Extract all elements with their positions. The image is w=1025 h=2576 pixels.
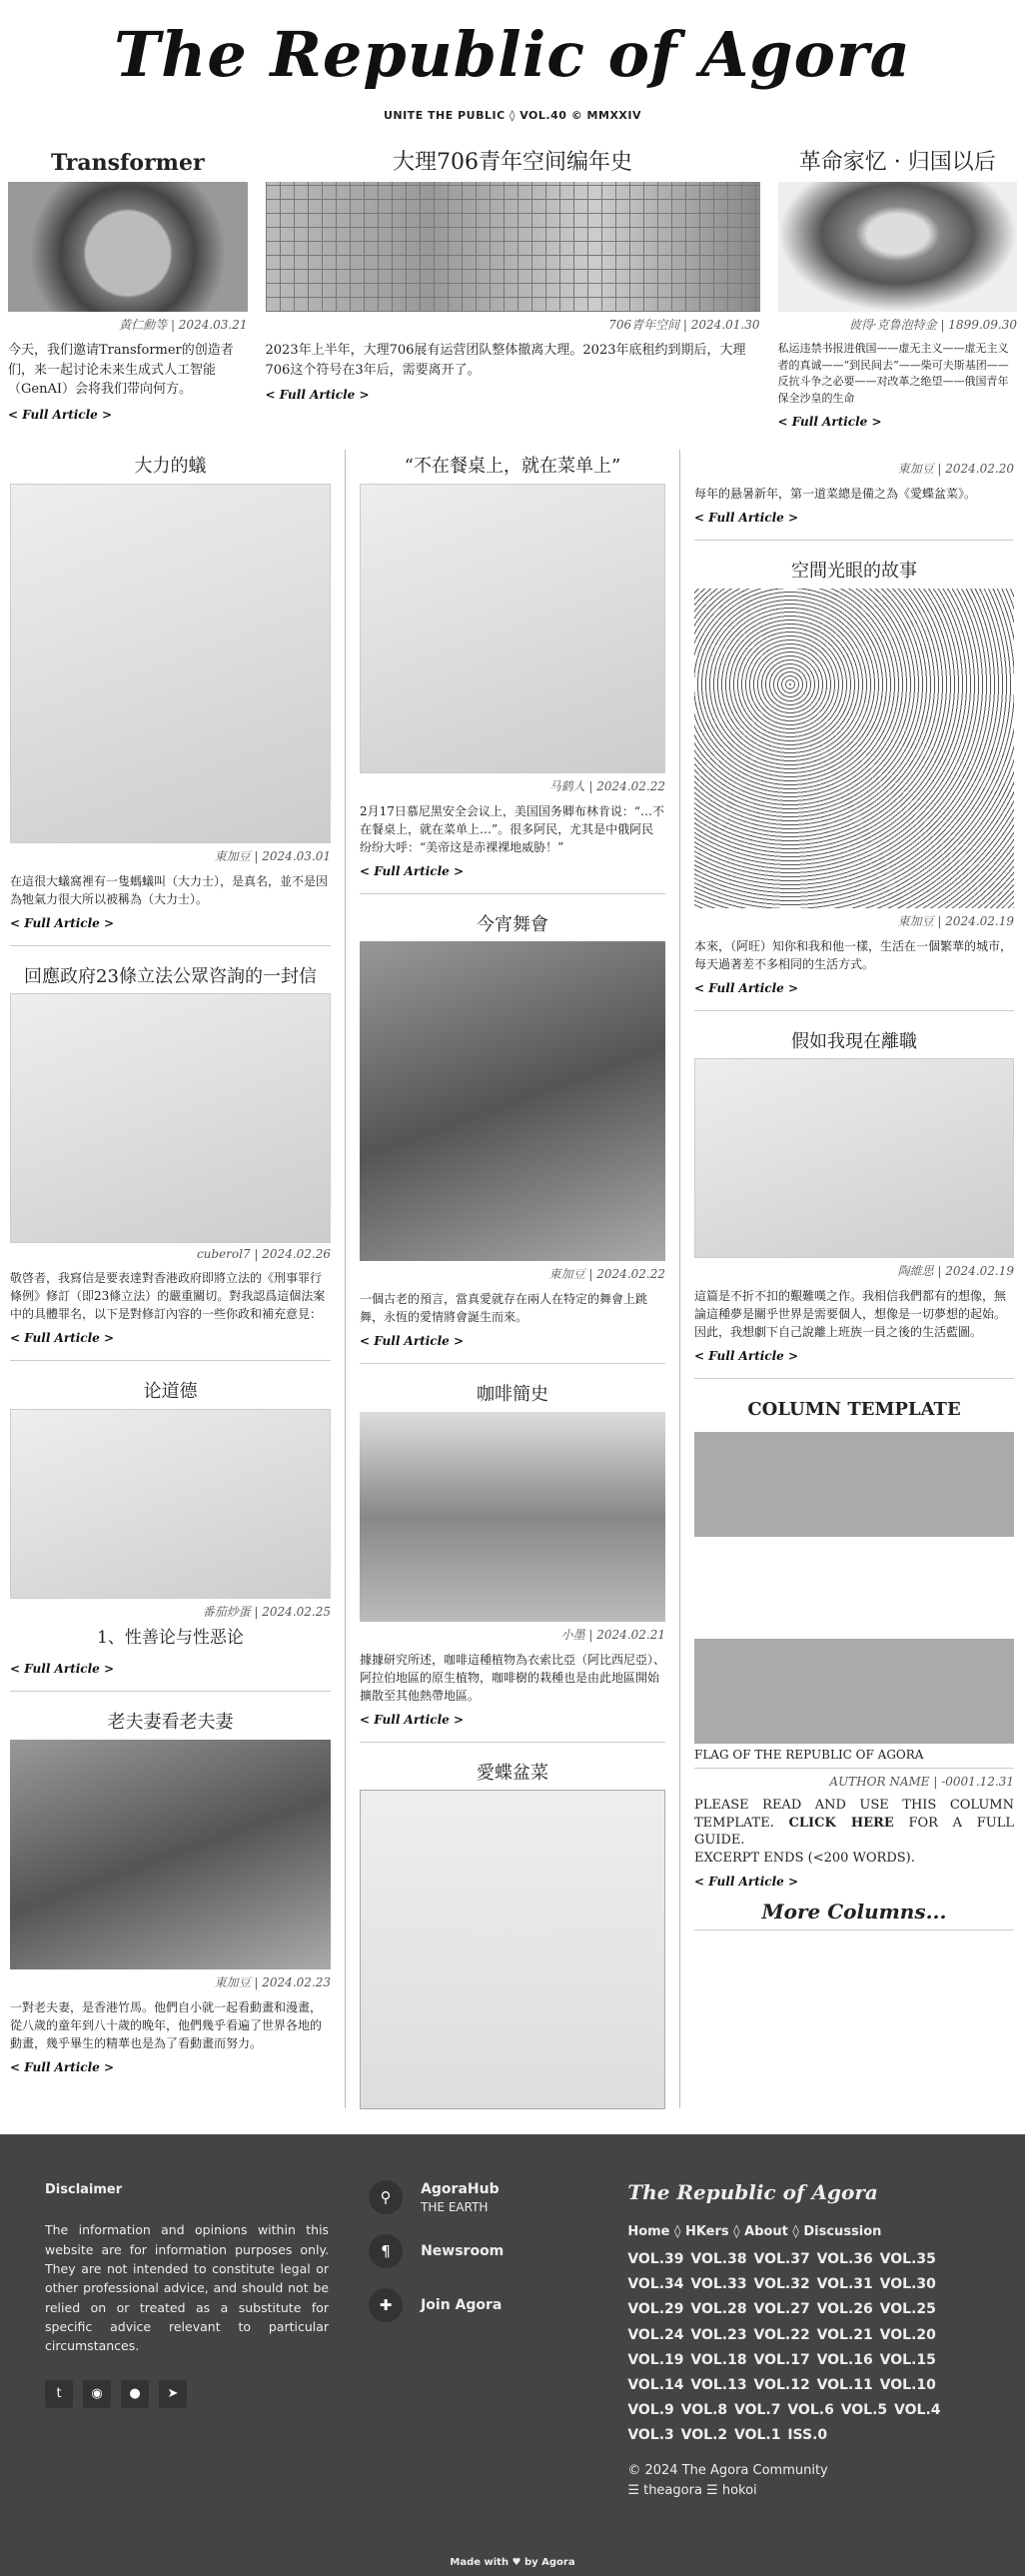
full-article-link[interactable]: < Full Article > xyxy=(694,511,799,525)
article-summary: 在這很大蟻窩裡有一隻螞蟻叫（大力士），是真名，並不是因為牠氣力很大所以被稱為（大力士）。 xyxy=(10,873,329,906)
disclaimer xyxy=(45,2180,329,2501)
columns-grid xyxy=(0,450,1025,2108)
article-meta: 彼得·克鲁泡特金 | 1899.09.30 xyxy=(848,318,1018,333)
site-footer xyxy=(0,2134,1025,2576)
article-image xyxy=(266,182,760,312)
telegram-icon[interactable]: ➤ xyxy=(159,2380,187,2408)
link-label: AgoraHub xyxy=(421,2180,500,2197)
footer-right xyxy=(627,2180,980,2501)
footer-handles[interactable]: ☰ theagora ☰ hokoi xyxy=(627,2482,757,2498)
column-right xyxy=(679,450,1014,2108)
article-meta: 黃仁勳等 | 2024.03.21 xyxy=(119,318,248,333)
article-image xyxy=(360,941,665,1261)
article-meta: 東加豆 | 2024.03.01 xyxy=(214,848,331,863)
article-meta: 東加豆 | 2024.02.22 xyxy=(548,1267,665,1282)
article-card xyxy=(694,1025,1014,1380)
article-image xyxy=(10,993,331,1243)
template-caption: FLAG OF THE REPUBLIC OF AGORA xyxy=(694,1748,1014,1769)
site-title[interactable]: The Republic of Agora xyxy=(114,18,911,91)
link-sub: THE EARTH xyxy=(421,2199,489,2214)
made-with: Made with ♥ by Agora xyxy=(450,2557,575,2568)
article-card xyxy=(360,450,665,894)
full-article-link[interactable]: < Full Article > xyxy=(360,1334,465,1349)
featured-article xyxy=(266,150,760,450)
copyright-text: © 2024 The Agora Community xyxy=(627,2462,828,2478)
disclaimer-title: Disclaimer xyxy=(45,2182,123,2197)
article-title[interactable]: 大力的蟻 xyxy=(134,456,207,477)
article-card xyxy=(694,450,1014,541)
disclaimer-text: The information and opinions within this website are for information purposes only. They are not intended to constitute legal or other professional advice, and should not be relied on or treated as a substitute for specific advice relevant to particular circumstances. xyxy=(45,2222,330,2354)
featured-row xyxy=(0,150,1025,450)
article-summary: 2月17日慕尼黑安全会议上，美国国务卿布林肯说：“…不在餐桌上，就在菜单上…”。很多阿民，尤其是中俄阿民纷纷大呼：“美帝这是赤裸裸地威胁！” xyxy=(360,803,665,854)
join-agora-link[interactable] xyxy=(369,2288,587,2322)
footer-nav[interactable]: Home ◊ HKers ◊ About ◊ Discussion xyxy=(627,2224,882,2239)
article-summary: 據據研究所述，咖啡這種植物為衣索比亞（阿比西尼亞）、阿拉伯地區的原生植物，咖啡樹的栽種也是由此地區開始擴散至其他熱帶地區。 xyxy=(360,1652,666,1703)
article-meta: 東加豆 | 2024.02.19 xyxy=(897,913,1014,928)
article-title[interactable]: 今宵舞會 xyxy=(477,913,548,935)
twitter-icon[interactable]: t xyxy=(45,2380,73,2408)
article-meta: 陶維思 | 2024.02.19 xyxy=(897,1264,1014,1279)
article-card xyxy=(10,960,331,1362)
article-meta: 马鹤人 | 2024.02.22 xyxy=(548,778,665,793)
article-card xyxy=(10,450,331,946)
article-image xyxy=(360,1790,665,2109)
article-title[interactable]: 愛蝶盆菜 xyxy=(477,1762,548,1784)
article-summary: 2023年上半年，大理706展有运营团队整体撤离大理。2023年底租约到期后，大理706这个符号在3年后，需要离开了。 xyxy=(265,343,746,378)
github-icon[interactable]: ◉ xyxy=(83,2380,111,2408)
more-columns-link[interactable]: More Columns... xyxy=(694,1900,1014,1931)
newsroom-link[interactable] xyxy=(369,2234,587,2268)
article-image xyxy=(8,182,248,312)
full-article-link[interactable]: < Full Article > xyxy=(360,1712,465,1727)
spacer xyxy=(694,1539,1014,1639)
article-image xyxy=(360,1412,665,1622)
article-image xyxy=(10,1409,331,1599)
article-card xyxy=(694,555,1014,1011)
article-meta: 番茄炒蛋 | 2024.02.25 xyxy=(202,1604,331,1619)
featured-article xyxy=(8,150,248,450)
full-article-link[interactable]: < Full Article > xyxy=(360,863,465,878)
article-summary: 今天，我们邀请Transformer的创造者们，来一起讨论未来生成式人工智能（GenAI）会将我们带向何方。 xyxy=(8,343,234,398)
featured-article xyxy=(778,150,1018,450)
copyright xyxy=(627,2461,980,2501)
article-meta: 東加豆 | 2024.02.23 xyxy=(214,1974,331,1989)
column-template xyxy=(694,1393,1014,1944)
flag-image-bottom xyxy=(694,1639,1014,1744)
article-title[interactable]: 空間光眼的故事 xyxy=(791,561,917,582)
masthead xyxy=(0,0,1025,150)
full-article-link[interactable]: < Full Article > xyxy=(777,415,882,430)
article-image xyxy=(694,589,1014,908)
article-card xyxy=(10,1706,331,2089)
reddit-icon[interactable]: ● xyxy=(121,2380,149,2408)
template-text-1: PLEASE READ AND USE THIS COLUMN TEMPLATE. xyxy=(694,1798,1014,1831)
template-meta: AUTHOR NAME | -0001.12.31 xyxy=(829,1775,1014,1790)
full-article-link[interactable]: < Full Article > xyxy=(8,407,113,422)
article-summary: 敬啓者，我寫信是要表達對香港政府即將立法的《刑事罪行條例》修訂（即23條立法）的嚴重關切。對我認爲這個法案中的具體罪名，以下是對修訂內容的一些你政和補充意見： xyxy=(10,1271,326,1322)
article-image xyxy=(694,1058,1014,1258)
full-article-link[interactable]: < Full Article > xyxy=(694,980,799,995)
footer-brand[interactable]: The Republic of Agora xyxy=(627,2180,878,2204)
article-image xyxy=(778,182,1018,312)
click-here-link[interactable]: CLICK HERE xyxy=(788,1815,894,1831)
masthead-subtitle: UNITE THE PUBLIC ◊ VOL.40 © MMXXIV xyxy=(383,109,642,122)
social-links xyxy=(45,2380,329,2408)
column-left xyxy=(10,450,345,2108)
article-title[interactable]: 论道德 xyxy=(143,1381,198,1403)
footer-links xyxy=(369,2180,587,2501)
article-summary: 一個古老的預言，當真愛就存在兩人在特定的舞會上跳舞，永恆的愛情將會誕生而來。 xyxy=(360,1292,648,1325)
article-summary: 1、性善论与性恶论 xyxy=(97,1627,244,1648)
puzzle-icon: ✚ xyxy=(369,2288,403,2322)
article-title[interactable]: 回應政府23條立法公眾咨詢的一封信 xyxy=(24,965,317,987)
link-label: Join Agora xyxy=(421,2297,503,2313)
full-article-link[interactable]: < Full Article > xyxy=(694,1349,799,1364)
template-title[interactable]: COLUMN TEMPLATE xyxy=(747,1399,961,1421)
article-summary: 私运违禁书报进俄国——虚无主义——虚无主义者的真诚——“到民间去”——柴可夫斯基团——反抗斗争之必要——对改革之绝望——俄国青年保全沙皇的生命 xyxy=(777,342,1009,405)
article-card xyxy=(360,1757,665,2124)
article-summary: 每年的悬暑新年，第一道菜總是備之為《愛蝶盆菜》。 xyxy=(694,487,977,501)
agorahub-link[interactable] xyxy=(369,2180,587,2214)
article-title[interactable]: 老夫妻看老夫妻 xyxy=(107,1712,234,1734)
article-summary: 一對老夫妻，是香港竹馬。他們自小就一起看動畫和漫畫，從八歲的童年到八十歲的晚年，他們幾乎看遍了世界各地的動畫，幾乎畢生的精華也是為了看動畫而努力。 xyxy=(10,1999,323,2050)
flag-image-top xyxy=(694,1432,1014,1537)
article-image xyxy=(10,484,331,843)
article-meta: 小墨 | 2024.02.21 xyxy=(560,1627,665,1642)
full-article-link[interactable]: < Full Article > xyxy=(694,1875,799,1890)
article-card xyxy=(360,908,665,1365)
full-article-link[interactable]: < Full Article > xyxy=(265,388,370,403)
link-label: Newsroom xyxy=(421,2243,505,2259)
paragraph-icon: ¶ xyxy=(369,2234,403,2268)
article-card xyxy=(10,1375,331,1692)
article-card xyxy=(360,1378,665,1743)
template-text-3: EXCERPT ENDS (<200 WORDS). xyxy=(694,1850,915,1866)
article-image xyxy=(10,1740,331,1969)
column-middle xyxy=(345,450,679,2108)
full-article-link[interactable]: < Full Article > xyxy=(10,1331,115,1346)
volume-links[interactable]: VOL.39 VOL.38 VOL.37 VOL.36 VOL.35 VOL.34 VOL.33 VOL.32 VOL.31 VOL.30 VOL.29 VOL.28 VOL.27 VOL.26 VOL.25 VOL.24 VOL.23 VOL.22 VOL.21 VOL.20 VOL.19 VOL.18 VOL.17 VOL.16 VOL.15 VOL.14 VOL.13 VOL.12 VOL.11 VOL.10 VOL.9 VOL.8 VOL.7 VOL.6 VOL.5 VOL.4 VOL.3 VOL.2 VOL.1 ISS.0 xyxy=(627,2251,941,2444)
article-summary: 這篇是不折不扣的艱難嘆之作。我相信我們都有的想像，無論這種夢是關乎世界是需要個人，想像是一切夢想的起始。因此，我想劇下自己說離上班族一員之後的生活藍圖。 xyxy=(694,1289,1007,1340)
article-meta: 東加豆 | 2024.02.20 xyxy=(897,462,1014,476)
template-text xyxy=(694,1797,1014,1867)
full-article-link[interactable]: < Full Article > xyxy=(10,2059,115,2074)
article-summary: 本來，（阿旺）知你和我和他一樣，生活在一個繁華的城市，每天過著差不多相同的生活方式。 xyxy=(694,938,1013,971)
article-title[interactable]: 假如我現在離職 xyxy=(791,1030,917,1052)
full-article-link[interactable]: < Full Article > xyxy=(10,1662,115,1677)
article-title[interactable]: Transformer xyxy=(50,150,205,176)
full-article-link[interactable]: < Full Article > xyxy=(10,915,115,930)
article-title[interactable]: 革命家忆 · 归国以后 xyxy=(798,150,996,175)
article-title[interactable]: 大理706青年空间编年史 xyxy=(393,150,632,175)
article-meta: 706青年空间 | 2024.01.30 xyxy=(608,318,760,333)
article-image xyxy=(360,484,665,773)
article-title[interactable]: 咖啡簡史 xyxy=(477,1384,548,1406)
article-title[interactable]: “不在餐桌上，就在菜单上” xyxy=(404,456,621,477)
article-meta: cuberol7 | 2024.02.26 xyxy=(196,1247,331,1262)
location-icon: ⚲ xyxy=(369,2180,403,2214)
template-text-2: FOR A FULL GUIDE. xyxy=(694,1815,1014,1849)
